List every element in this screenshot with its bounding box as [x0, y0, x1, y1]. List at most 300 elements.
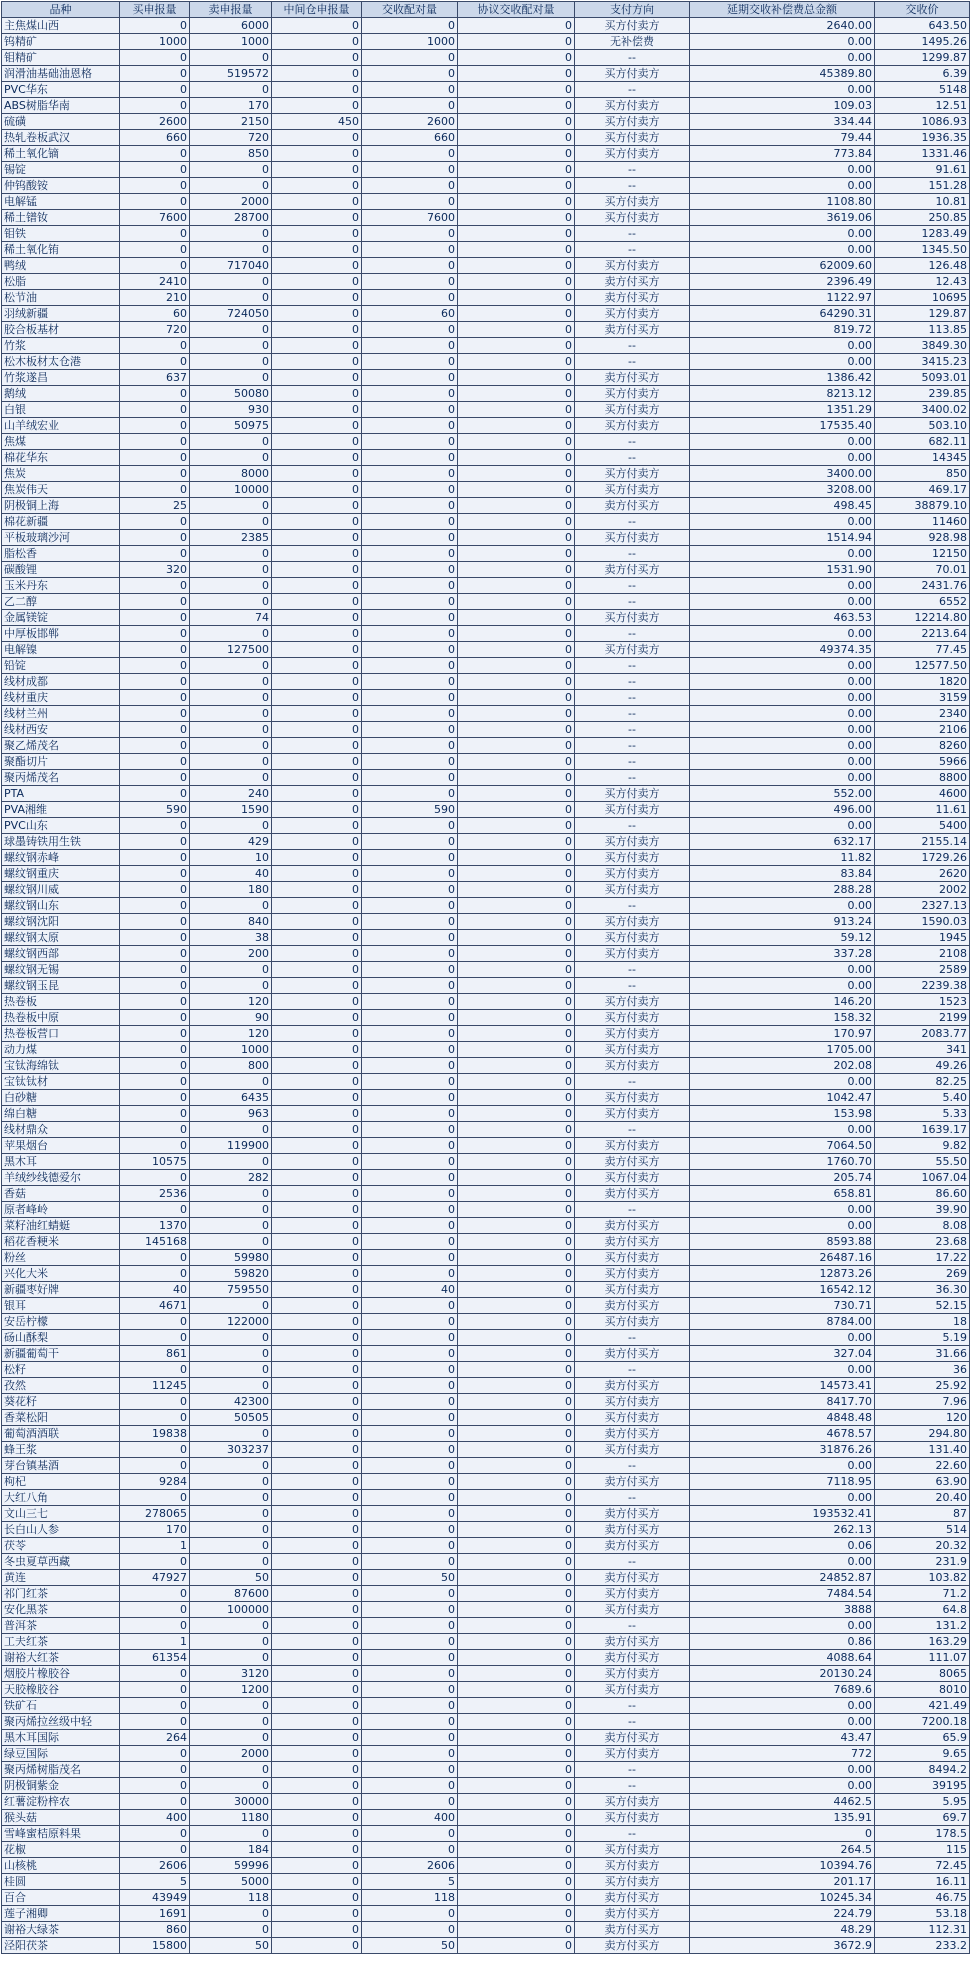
table-body	[2, 18, 970, 1954]
cell-variety: 螺纹钢玉昆	[2, 978, 120, 994]
cell-delivery-matched: 0	[362, 962, 458, 978]
cell-payment-direction: --	[575, 1618, 690, 1634]
cell-delivery-price: 2327.13	[875, 898, 970, 914]
cell-intermediate-declared: 0	[272, 1362, 362, 1378]
cell-deferred-compensation: 7689.6	[690, 1682, 875, 1698]
cell-delivery-price: 17.22	[875, 1250, 970, 1266]
cell-delivery-price: 1945	[875, 930, 970, 946]
cell-intermediate-declared: 0	[272, 1842, 362, 1858]
cell-sell-declared: 30000	[190, 1794, 272, 1810]
cell-delivery-matched: 0	[362, 546, 458, 562]
cell-agreement-matched: 0	[458, 1794, 575, 1810]
cell-deferred-compensation: 0.00	[690, 1330, 875, 1346]
cell-intermediate-declared: 0	[272, 1650, 362, 1666]
cell-sell-declared: 0	[190, 1186, 272, 1202]
cell-sell-declared: 0	[190, 962, 272, 978]
cell-variety: 阴极铜紫金	[2, 1778, 120, 1794]
cell-intermediate-declared: 0	[272, 706, 362, 722]
cell-deferred-compensation: 135.91	[690, 1810, 875, 1826]
cell-deferred-compensation: 0.00	[690, 722, 875, 738]
cell-deferred-compensation: 0.00	[690, 50, 875, 66]
cell-buy-declared: 0	[120, 18, 190, 34]
cell-delivery-price: 1820	[875, 674, 970, 690]
cell-intermediate-declared: 0	[272, 610, 362, 626]
cell-delivery-matched: 0	[362, 1250, 458, 1266]
table-row	[2, 466, 970, 482]
cell-payment-direction: 买方付卖方	[575, 306, 690, 322]
cell-delivery-price: 9.65	[875, 1746, 970, 1762]
cell-delivery-price: 2106	[875, 722, 970, 738]
cell-agreement-matched: 0	[458, 1026, 575, 1042]
cell-intermediate-declared: 0	[272, 1906, 362, 1922]
cell-intermediate-declared: 0	[272, 1106, 362, 1122]
table-row	[2, 370, 970, 386]
cell-intermediate-declared: 0	[272, 1282, 362, 1298]
cell-delivery-matched: 0	[362, 1122, 458, 1138]
cell-buy-declared: 0	[120, 834, 190, 850]
cell-delivery-price: 11460	[875, 514, 970, 530]
cell-variety: 羽绒新疆	[2, 306, 120, 322]
header-buy-declared: 买申报量	[120, 2, 190, 18]
cell-deferred-compensation: 0.00	[690, 754, 875, 770]
cell-buy-declared: 0	[120, 418, 190, 434]
cell-sell-declared: 759550	[190, 1282, 272, 1298]
table-row	[2, 386, 970, 402]
cell-agreement-matched: 0	[458, 722, 575, 738]
cell-delivery-matched: 0	[362, 1682, 458, 1698]
cell-variety: 热卷板中原	[2, 1010, 120, 1026]
cell-buy-declared: 0	[120, 1698, 190, 1714]
cell-payment-direction: 卖方付买方	[575, 1890, 690, 1906]
cell-intermediate-declared: 0	[272, 1714, 362, 1730]
cell-intermediate-declared: 0	[272, 434, 362, 450]
cell-variety: 绿豆国际	[2, 1746, 120, 1762]
cell-sell-declared: 0	[190, 1458, 272, 1474]
cell-agreement-matched: 0	[458, 1698, 575, 1714]
cell-delivery-price: 2083.77	[875, 1026, 970, 1042]
cell-sell-declared: 0	[190, 578, 272, 594]
cell-variety: 螺纹钢太原	[2, 930, 120, 946]
cell-buy-declared: 590	[120, 802, 190, 818]
cell-sell-declared: 50080	[190, 386, 272, 402]
table-row	[2, 1506, 970, 1522]
cell-delivery-price: 1331.46	[875, 146, 970, 162]
cell-deferred-compensation: 0.00	[690, 962, 875, 978]
cell-agreement-matched: 0	[458, 1330, 575, 1346]
cell-delivery-price: 12150	[875, 546, 970, 562]
cell-agreement-matched: 0	[458, 50, 575, 66]
cell-intermediate-declared: 0	[272, 690, 362, 706]
cell-deferred-compensation: 264.5	[690, 1842, 875, 1858]
cell-delivery-matched: 0	[362, 674, 458, 690]
cell-payment-direction: 买方付卖方	[575, 1266, 690, 1282]
cell-deferred-compensation: 552.00	[690, 786, 875, 802]
cell-deferred-compensation: 0.00	[690, 626, 875, 642]
cell-delivery-matched: 0	[362, 850, 458, 866]
cell-delivery-matched: 0	[362, 1602, 458, 1618]
table-row	[2, 962, 970, 978]
cell-buy-declared: 0	[120, 162, 190, 178]
cell-payment-direction: --	[575, 1762, 690, 1778]
cell-intermediate-declared: 0	[272, 1218, 362, 1234]
cell-payment-direction: 卖方付买方	[575, 1634, 690, 1650]
cell-agreement-matched: 0	[458, 1218, 575, 1234]
cell-buy-declared: 0	[120, 530, 190, 546]
cell-deferred-compensation: 0.00	[690, 242, 875, 258]
cell-variety: 电解锰	[2, 194, 120, 210]
cell-buy-declared: 19838	[120, 1426, 190, 1442]
cell-delivery-matched: 0	[362, 146, 458, 162]
cell-intermediate-declared: 0	[272, 1794, 362, 1810]
cell-agreement-matched: 0	[458, 18, 575, 34]
cell-sell-declared: 0	[190, 178, 272, 194]
header-sell-declared: 卖申报量	[190, 2, 272, 18]
cell-buy-declared: 0	[120, 258, 190, 274]
cell-sell-declared: 0	[190, 1426, 272, 1442]
cell-deferred-compensation: 1514.94	[690, 530, 875, 546]
cell-agreement-matched: 0	[458, 1554, 575, 1570]
cell-variety: 主焦煤山西	[2, 18, 120, 34]
cell-delivery-matched: 118	[362, 1890, 458, 1906]
cell-payment-direction: 买方付卖方	[575, 1138, 690, 1154]
cell-variety: 绵白糖	[2, 1106, 120, 1122]
cell-variety: 香菜松阳	[2, 1410, 120, 1426]
cell-delivery-matched: 0	[362, 770, 458, 786]
cell-agreement-matched: 0	[458, 866, 575, 882]
cell-buy-declared: 0	[120, 1074, 190, 1090]
cell-delivery-matched: 0	[362, 370, 458, 386]
cell-agreement-matched: 0	[458, 274, 575, 290]
cell-delivery-matched: 0	[362, 162, 458, 178]
cell-buy-declared: 4671	[120, 1298, 190, 1314]
settlement-table	[1, 1, 970, 1954]
cell-agreement-matched: 0	[458, 898, 575, 914]
table-row	[2, 706, 970, 722]
cell-payment-direction: 买方付卖方	[575, 834, 690, 850]
cell-variety: 安化黑茶	[2, 1602, 120, 1618]
cell-payment-direction: --	[575, 706, 690, 722]
cell-delivery-price: 12577.50	[875, 658, 970, 674]
cell-delivery-matched: 0	[362, 1586, 458, 1602]
cell-payment-direction: --	[575, 50, 690, 66]
table-row	[2, 1682, 970, 1698]
cell-payment-direction: 买方付卖方	[575, 1058, 690, 1074]
table-row	[2, 898, 970, 914]
cell-intermediate-declared: 0	[272, 18, 362, 34]
cell-buy-declared: 0	[120, 1602, 190, 1618]
cell-intermediate-declared: 0	[272, 162, 362, 178]
cell-delivery-price: 70.01	[875, 562, 970, 578]
table-row	[2, 754, 970, 770]
cell-deferred-compensation: 0.00	[690, 898, 875, 914]
cell-variety: 红薯淀粉梓农	[2, 1794, 120, 1810]
cell-delivery-price: 64.8	[875, 1602, 970, 1618]
cell-agreement-matched: 0	[458, 1730, 575, 1746]
cell-buy-declared: 43949	[120, 1890, 190, 1906]
table-row	[2, 722, 970, 738]
cell-variety: 仲钨酸铵	[2, 178, 120, 194]
cell-intermediate-declared: 0	[272, 1442, 362, 1458]
cell-sell-declared: 184	[190, 1842, 272, 1858]
cell-variety: 钼精矿	[2, 50, 120, 66]
table-row	[2, 834, 970, 850]
cell-buy-declared: 0	[120, 1746, 190, 1762]
cell-delivery-matched: 0	[362, 1090, 458, 1106]
cell-delivery-matched: 0	[362, 706, 458, 722]
cell-delivery-matched: 0	[362, 194, 458, 210]
cell-agreement-matched: 0	[458, 1714, 575, 1730]
cell-deferred-compensation: 146.20	[690, 994, 875, 1010]
cell-payment-direction: 买方付卖方	[575, 1010, 690, 1026]
cell-payment-direction: 买方付卖方	[575, 786, 690, 802]
cell-delivery-price: 91.61	[875, 162, 970, 178]
cell-delivery-price: 8010	[875, 1682, 970, 1698]
cell-intermediate-declared: 0	[272, 66, 362, 82]
cell-variety: 螺纹钢重庆	[2, 866, 120, 882]
cell-deferred-compensation: 7484.54	[690, 1586, 875, 1602]
cell-variety: 祁门红茶	[2, 1586, 120, 1602]
cell-variety: 铅锭	[2, 658, 120, 674]
table-row	[2, 1474, 970, 1490]
table-row	[2, 258, 970, 274]
cell-buy-declared: 0	[120, 1042, 190, 1058]
cell-intermediate-declared: 0	[272, 1010, 362, 1026]
cell-sell-declared: 0	[190, 1202, 272, 1218]
cell-intermediate-declared: 0	[272, 1538, 362, 1554]
cell-delivery-matched: 50	[362, 1938, 458, 1954]
table-row	[2, 1042, 970, 1058]
cell-delivery-matched: 0	[362, 242, 458, 258]
cell-variety: 文山三七	[2, 1506, 120, 1522]
cell-delivery-matched: 0	[362, 1474, 458, 1490]
cell-agreement-matched: 0	[458, 738, 575, 754]
cell-buy-declared: 47927	[120, 1570, 190, 1586]
cell-buy-declared: 60	[120, 306, 190, 322]
cell-delivery-matched: 0	[362, 1842, 458, 1858]
cell-agreement-matched: 0	[458, 386, 575, 402]
cell-variety: 线材兰州	[2, 706, 120, 722]
cell-deferred-compensation: 4088.64	[690, 1650, 875, 1666]
cell-delivery-matched: 0	[362, 1426, 458, 1442]
cell-deferred-compensation: 8417.70	[690, 1394, 875, 1410]
cell-sell-declared: 0	[190, 898, 272, 914]
table-row	[2, 1698, 970, 1714]
cell-payment-direction: --	[575, 978, 690, 994]
cell-variety: 稀土镨钕	[2, 210, 120, 226]
cell-deferred-compensation: 0.00	[690, 594, 875, 610]
cell-delivery-price: 39195	[875, 1778, 970, 1794]
cell-payment-direction: --	[575, 546, 690, 562]
table-row	[2, 498, 970, 514]
cell-delivery-price: 5966	[875, 754, 970, 770]
cell-intermediate-declared: 0	[272, 178, 362, 194]
cell-deferred-compensation: 205.74	[690, 1170, 875, 1186]
cell-deferred-compensation: 1108.80	[690, 194, 875, 210]
cell-agreement-matched: 0	[458, 1426, 575, 1442]
cell-agreement-matched: 0	[458, 882, 575, 898]
cell-sell-declared: 519572	[190, 66, 272, 82]
cell-sell-declared: 0	[190, 690, 272, 706]
cell-delivery-matched: 0	[362, 178, 458, 194]
cell-buy-declared: 0	[120, 1554, 190, 1570]
cell-deferred-compensation: 3619.06	[690, 210, 875, 226]
cell-deferred-compensation: 0.00	[690, 818, 875, 834]
cell-deferred-compensation: 0.00	[690, 338, 875, 354]
table-row	[2, 562, 970, 578]
cell-delivery-price: 10695	[875, 290, 970, 306]
cell-intermediate-declared: 0	[272, 1330, 362, 1346]
table-row	[2, 178, 970, 194]
cell-payment-direction: 卖方付买方	[575, 1522, 690, 1538]
cell-deferred-compensation: 109.03	[690, 98, 875, 114]
cell-agreement-matched: 0	[458, 1842, 575, 1858]
cell-intermediate-declared: 0	[272, 1170, 362, 1186]
cell-delivery-price: 39.90	[875, 1202, 970, 1218]
cell-sell-declared: 0	[190, 242, 272, 258]
cell-delivery-matched: 0	[362, 322, 458, 338]
cell-delivery-matched: 7600	[362, 210, 458, 226]
cell-sell-declared: 0	[190, 626, 272, 642]
cell-variety: 焦炭伟天	[2, 482, 120, 498]
cell-agreement-matched: 0	[458, 258, 575, 274]
cell-sell-declared: 100000	[190, 1602, 272, 1618]
cell-variety: 新疆葡萄干	[2, 1346, 120, 1362]
cell-payment-direction: 买方付卖方	[575, 1170, 690, 1186]
cell-delivery-matched: 0	[362, 1026, 458, 1042]
cell-intermediate-declared: 0	[272, 1026, 362, 1042]
cell-delivery-matched: 0	[362, 930, 458, 946]
cell-agreement-matched: 0	[458, 1010, 575, 1026]
cell-variety: 葡萄酒酒联	[2, 1426, 120, 1442]
cell-delivery-price: 269	[875, 1266, 970, 1282]
cell-deferred-compensation: 10245.34	[690, 1890, 875, 1906]
table-row	[2, 674, 970, 690]
cell-buy-declared: 1	[120, 1634, 190, 1650]
cell-buy-declared: 0	[120, 882, 190, 898]
table-row	[2, 546, 970, 562]
table-row	[2, 226, 970, 242]
cell-intermediate-declared: 0	[272, 450, 362, 466]
cell-intermediate-declared: 0	[272, 1506, 362, 1522]
cell-deferred-compensation: 62009.60	[690, 258, 875, 274]
cell-sell-declared: 0	[190, 1714, 272, 1730]
cell-variety: 原者峰岭	[2, 1202, 120, 1218]
cell-agreement-matched: 0	[458, 1826, 575, 1842]
cell-variety: 线材重庆	[2, 690, 120, 706]
cell-sell-declared: 40	[190, 866, 272, 882]
cell-agreement-matched: 0	[458, 514, 575, 530]
cell-deferred-compensation: 4848.48	[690, 1410, 875, 1426]
cell-delivery-matched: 0	[362, 514, 458, 530]
cell-delivery-price: 12.51	[875, 98, 970, 114]
cell-variety: 雪峰蜜桔原料果	[2, 1826, 120, 1842]
cell-intermediate-declared: 0	[272, 130, 362, 146]
cell-payment-direction: --	[575, 178, 690, 194]
cell-agreement-matched: 0	[458, 594, 575, 610]
cell-sell-declared: 0	[190, 818, 272, 834]
cell-buy-declared: 0	[120, 1682, 190, 1698]
cell-buy-declared: 0	[120, 1106, 190, 1122]
cell-buy-declared: 0	[120, 146, 190, 162]
cell-variety: 竹浆	[2, 338, 120, 354]
cell-delivery-matched: 0	[362, 226, 458, 242]
cell-buy-declared: 0	[120, 626, 190, 642]
cell-agreement-matched: 0	[458, 82, 575, 98]
table-row	[2, 34, 970, 50]
cell-deferred-compensation: 288.28	[690, 882, 875, 898]
cell-variety: 竹浆遂昌	[2, 370, 120, 386]
cell-deferred-compensation: 0.00	[690, 514, 875, 530]
cell-buy-declared: 0	[120, 930, 190, 946]
cell-payment-direction: 买方付卖方	[575, 1874, 690, 1890]
cell-delivery-price: 2589	[875, 962, 970, 978]
cell-delivery-matched: 0	[362, 1394, 458, 1410]
cell-buy-declared: 0	[120, 226, 190, 242]
cell-variety: 孜然	[2, 1378, 120, 1394]
cell-payment-direction: 卖方付买方	[575, 498, 690, 514]
cell-delivery-price: 113.85	[875, 322, 970, 338]
cell-sell-declared: 0	[190, 1906, 272, 1922]
table-row	[2, 1618, 970, 1634]
cell-deferred-compensation: 45389.80	[690, 66, 875, 82]
cell-payment-direction: 卖方付买方	[575, 370, 690, 386]
cell-delivery-matched: 0	[362, 482, 458, 498]
table-row	[2, 578, 970, 594]
cell-deferred-compensation: 1705.00	[690, 1042, 875, 1058]
cell-sell-declared: 0	[190, 1362, 272, 1378]
cell-variety: 聚丙烯茂名	[2, 770, 120, 786]
cell-buy-declared: 0	[120, 354, 190, 370]
cell-deferred-compensation: 0.00	[690, 434, 875, 450]
cell-delivery-matched: 0	[362, 274, 458, 290]
table-row	[2, 1106, 970, 1122]
cell-sell-declared: 127500	[190, 642, 272, 658]
cell-deferred-compensation: 463.53	[690, 610, 875, 626]
table-row	[2, 1346, 970, 1362]
cell-sell-declared: 1590	[190, 802, 272, 818]
cell-buy-declared: 7600	[120, 210, 190, 226]
table-row	[2, 450, 970, 466]
cell-agreement-matched: 0	[458, 1858, 575, 1874]
cell-buy-declared: 720	[120, 322, 190, 338]
cell-buy-declared: 0	[120, 818, 190, 834]
cell-delivery-matched: 0	[362, 1378, 458, 1394]
cell-intermediate-declared: 0	[272, 1202, 362, 1218]
cell-deferred-compensation: 0.00	[690, 162, 875, 178]
cell-variety: 稻花香粳米	[2, 1234, 120, 1250]
table-row	[2, 1858, 970, 1874]
cell-intermediate-declared: 0	[272, 1730, 362, 1746]
cell-buy-declared: 0	[120, 1362, 190, 1378]
cell-deferred-compensation: 0.00	[690, 178, 875, 194]
cell-delivery-price: 1523	[875, 994, 970, 1010]
table-row	[2, 66, 970, 82]
cell-variety: 阴极铜上海	[2, 498, 120, 514]
cell-variety: ABS树脂华南	[2, 98, 120, 114]
cell-agreement-matched: 0	[458, 1810, 575, 1826]
cell-delivery-matched: 0	[362, 882, 458, 898]
cell-intermediate-declared: 0	[272, 978, 362, 994]
cell-variety: 电解镍	[2, 642, 120, 658]
cell-delivery-matched: 0	[362, 530, 458, 546]
cell-intermediate-declared: 0	[272, 1634, 362, 1650]
cell-sell-declared: 118	[190, 1890, 272, 1906]
cell-delivery-price: 4600	[875, 786, 970, 802]
cell-intermediate-declared: 0	[272, 402, 362, 418]
cell-deferred-compensation: 0.00	[690, 546, 875, 562]
table-row	[2, 1602, 970, 1618]
table-row	[2, 770, 970, 786]
